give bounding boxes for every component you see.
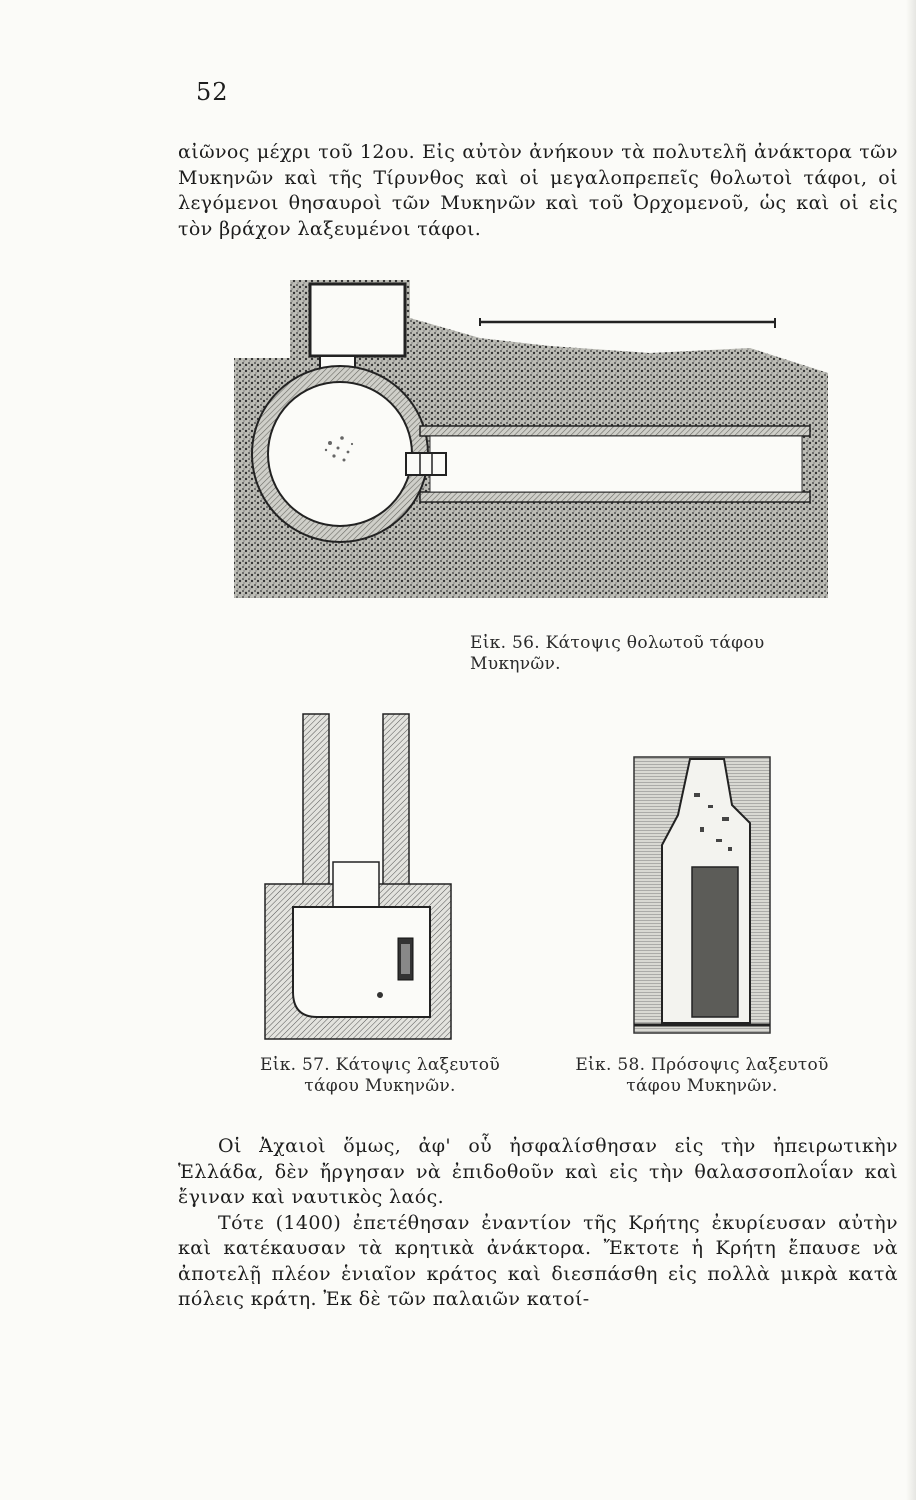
figure-58-caption-line-2: τάφου Μυκηνῶν. [626,1076,778,1096]
figure-57-caption [250,1055,510,1097]
closing-paragraph-2: Τότε (1400) ἐπετέθησαν ἐναντίον τῆς Κρήτης ἐκυρίευσαν αὐτὴν καὶ κατέκαυσαν τὰ κρητικὰ ἀνάκτορα. Ἔκτοτε ἡ Κρήτη ἔπαυσε νὰ ἀποτελῇ πλέον ἑνιαῖον κράτος καὶ διεσπάσθη εἰς πολλὰ μικρὰ κατὰ πόλεις κράτη. Ἐκ δὲ τῶν παλαιῶν κατοί- [178,1211,898,1310]
closing-paragraph-1: Οἱ Ἀχαιοὶ ὅμως, ἀφ' οὗ ἠσφαλίσθησαν εἰς τὴν ἠπειρωτικὴν Ἑλλάδα, δὲν ἤργησαν νὰ ἐπιδοθοῦν καὶ εἰς τὴν θαλασσοπλοΐαν καὶ ἔγιναν καὶ ναυτικὸς λαός. [178,1135,898,1208]
tomb-doorway [406,453,446,475]
figure-58-caption [552,1055,852,1097]
rock-cut-tomb-elevation-figure [632,755,772,1035]
tholos-chamber [268,382,412,526]
intro-paragraph: αἰῶνος μέχρι τοῦ 12ου. Εἰς αὐτὸν ἀνήκουν τὰ πολυτελῆ ἀνάκτορα τῶν Μυκηνῶν καὶ τῆς Τίρυνθος καὶ οἱ μεγαλοπρεπεῖς θολωτοὶ τάφοι, οἱ λεγόμενοι θησαυροὶ τῶν Μυκηνῶν καὶ τοῦ Ὀρχομενοῦ, ὡς καὶ οἱ εἰς τὸν βράχον λαξευμένοι τάφοι. [178,141,898,240]
page-edge-shadow [906,0,916,1500]
dromos-wall-left [303,714,329,894]
dromos-wall-upper [420,426,810,436]
figure-57-caption-line-1: Εἰκ. 57. Κάτοψις λαξευτοῦ [260,1055,500,1075]
tomb-doorway-dark [692,867,738,1017]
figure-56-caption: Εἰκ. 56. Κάτοψις θολωτοῦ τάφου Μυκηνῶν. [470,633,765,674]
intro-paragraph-block [178,140,898,242]
figure-57-caption-line-2: τάφου Μυκηνῶν. [304,1076,456,1096]
grave-goods-mark [377,992,383,998]
dromos-passage [430,436,802,492]
dromos-wall-lower [420,492,810,502]
tholos-tomb-plan-figure [230,278,830,600]
entrance-passage [333,862,379,910]
dromos-wall-right [383,714,409,894]
figure-58-caption-line-1: Εἰκ. 58. Πρόσοψις λαξευτοῦ [575,1055,829,1075]
rock-cut-tomb-plan-figure [255,712,455,1042]
side-chamber [310,284,405,356]
page-number: 52 [196,78,229,106]
closing-paragraphs-block [178,1134,898,1313]
